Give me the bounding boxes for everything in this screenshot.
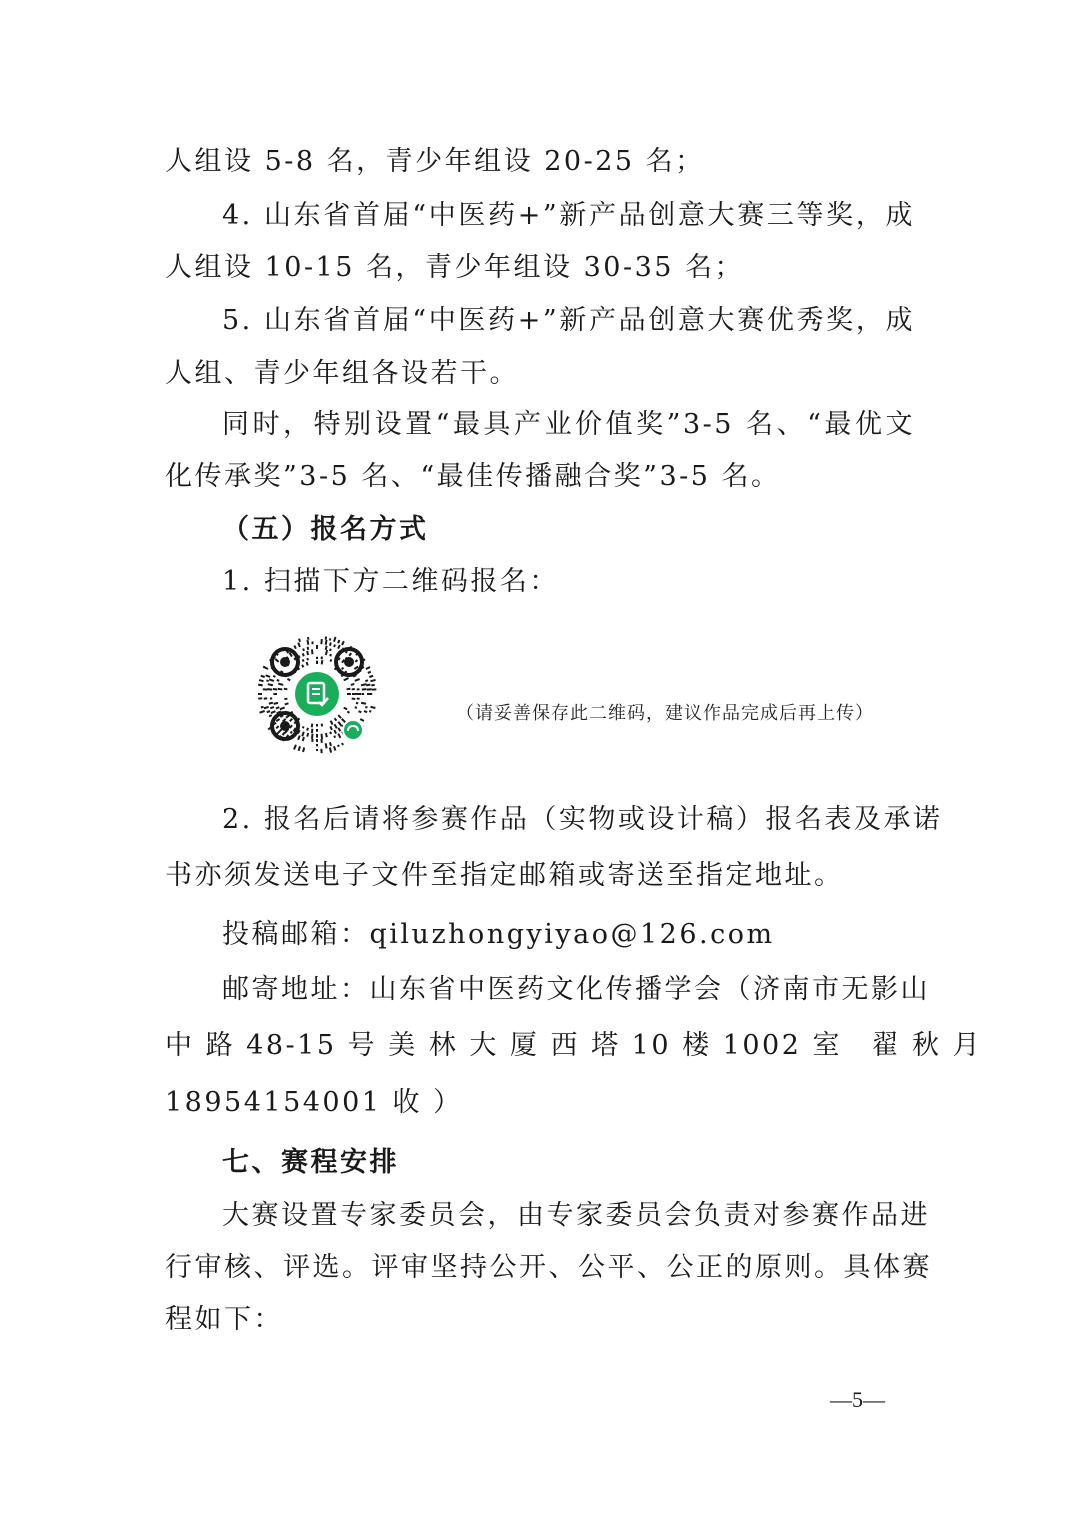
qr-dash — [312, 649, 313, 654]
paragraph-line: 行审核、评选。评审坚持公开、公平、公正的原则。具体赛 — [165, 1252, 932, 1283]
qr-dash — [342, 743, 343, 745]
qr-dash — [276, 707, 279, 708]
paragraph-line: 程如下： — [165, 1304, 283, 1335]
qr-dash — [298, 736, 300, 740]
qr-dash — [294, 646, 295, 649]
qr-dash — [307, 733, 308, 737]
qr-dash — [330, 747, 331, 752]
qr-dash — [261, 707, 264, 708]
qr-dash — [264, 707, 269, 708]
qr-dash — [356, 703, 358, 704]
qr-dash — [259, 680, 263, 681]
qr-dash — [260, 711, 265, 713]
qr-dash — [334, 730, 336, 733]
qr-dash — [335, 718, 337, 720]
paragraph-line: 1. 扫描下方二维码报名： — [222, 566, 559, 597]
qr-dash — [321, 734, 322, 739]
paragraph-line: 书亦须发送电子文件至指定邮箱或寄送至指定地址。 — [165, 860, 844, 891]
qr-dash — [269, 679, 274, 680]
qr-dash — [270, 707, 274, 708]
qr-dash — [277, 680, 279, 681]
qr-dash — [347, 712, 349, 713]
qr-dash — [326, 640, 327, 645]
paragraph-line: 4. 山东省首届“中医药+”新产品创意大赛三等奖，成 — [222, 200, 915, 231]
qr-dash — [354, 667, 358, 669]
qr-dash — [299, 639, 300, 642]
qr-dash — [303, 653, 304, 656]
qr-dash — [368, 672, 371, 673]
qr-dash — [361, 684, 366, 685]
qr-dash — [284, 689, 288, 690]
paragraph-line: 大赛设置专家委员会，由专家委员会负责对参赛作品进 — [222, 1200, 930, 1231]
address-line: 邮寄地址：山东省中医药文化传播学会（济南市无影山 — [222, 974, 930, 1005]
qr-dash — [268, 684, 273, 685]
qr-dash — [308, 647, 309, 650]
qr-dash — [299, 746, 300, 750]
qr-dash — [355, 707, 357, 708]
qr-dash — [370, 707, 375, 708]
qr-dash — [330, 638, 331, 640]
qr-dash — [266, 680, 268, 681]
qr-dash — [330, 742, 331, 746]
qr-dash — [286, 715, 289, 717]
qr-dash — [326, 733, 327, 737]
qr-dash — [330, 659, 331, 661]
qr-dash — [275, 659, 278, 662]
qr-dash — [366, 685, 370, 686]
qr-dash — [276, 719, 279, 721]
qr-dash — [338, 728, 340, 731]
qr-dash — [307, 651, 308, 655]
qr-dash — [342, 660, 344, 663]
qr-dash — [294, 745, 296, 750]
qr-dash — [330, 654, 331, 656]
qr-dash — [274, 703, 278, 704]
qr-dash — [307, 658, 308, 660]
qr-dash — [331, 721, 333, 725]
qr-dash — [271, 711, 276, 713]
qr-dash — [269, 703, 273, 704]
paragraph-line: 5. 山东省首届“中医药+”新产品创意大赛优秀奖，成 — [222, 305, 915, 336]
qr-dash — [303, 648, 304, 650]
qr-dash — [366, 667, 370, 669]
qr-dash — [338, 734, 340, 738]
qr-dash — [326, 650, 327, 655]
qr-dash — [342, 719, 346, 723]
qr-dash — [355, 660, 357, 662]
qr-dash — [278, 689, 282, 690]
qr-dash — [322, 660, 323, 664]
qr-dash — [334, 746, 335, 750]
qr-dash — [371, 685, 374, 686]
qr-dash — [261, 676, 265, 677]
qr-dash — [330, 732, 331, 734]
qr-dash — [326, 743, 327, 748]
qr-dash — [330, 726, 332, 730]
qr-dash — [369, 676, 373, 677]
qr-dash — [307, 640, 308, 645]
qr-dash — [269, 715, 272, 716]
qr-dash — [359, 711, 362, 712]
qr-dash — [267, 711, 270, 712]
qr-dash — [290, 719, 293, 722]
qr-dash — [267, 689, 272, 690]
qr-dash — [290, 725, 292, 728]
qr-dash — [365, 707, 367, 708]
qr-dash — [303, 659, 304, 661]
qr-dash — [303, 747, 304, 752]
qr-dash — [365, 680, 368, 681]
qr-dash — [355, 679, 360, 681]
qr-dash — [330, 649, 331, 651]
qr-note: （请妥善保存此二维码，建议作品完成后再上传） — [456, 703, 874, 724]
qr-dash — [266, 675, 270, 677]
qr-dash — [342, 668, 344, 670]
page-number: —5— — [830, 1387, 885, 1412]
qr-dash — [276, 726, 278, 728]
qr-dash — [338, 715, 341, 718]
qr-dash — [302, 665, 303, 668]
address-line: 18954154001 收 ） — [165, 1087, 463, 1118]
qr-dash — [351, 684, 354, 685]
address-line: 中 路 48-15 号 美 林 大 厦 西 塔 10 楼 1002 室 翟 秋 月 — [165, 1030, 983, 1061]
qr-dash — [360, 719, 364, 721]
qr-dash — [344, 678, 349, 680]
section-heading: （五）报名方式 — [222, 514, 429, 545]
qr-dash — [334, 637, 336, 642]
paragraph-line: 人组设 10-15 名，青少年组设 30-35 名； — [165, 252, 745, 283]
qr-dash — [361, 703, 366, 704]
qr-dash — [307, 662, 308, 665]
qr-dash — [335, 724, 337, 728]
qr-dash — [298, 643, 300, 647]
paragraph-line: 同时，特别设置“最具产业价值奖”3-5 名、“最优文 — [222, 409, 915, 440]
qr-dash — [338, 745, 339, 747]
qr-dash — [326, 646, 327, 650]
qr-dash — [334, 645, 335, 647]
qr-dash — [349, 653, 351, 656]
paragraph-line: 人组设 5-8 名，青少年组设 20-25 名； — [165, 146, 705, 177]
qr-dash — [303, 737, 304, 741]
qr-dash — [258, 685, 263, 686]
qr-dash — [312, 729, 313, 733]
qr-dash — [278, 684, 283, 685]
qr-dash — [338, 640, 339, 643]
qr-code-icon[interactable] — [255, 632, 379, 756]
qr-dash — [280, 707, 285, 709]
qr-dash — [312, 734, 313, 739]
qr-dash — [283, 732, 285, 735]
qr-dash — [291, 731, 292, 733]
qr-dash — [303, 726, 304, 728]
qr-dash — [338, 722, 341, 726]
qr-dash — [278, 729, 282, 733]
qr-dash — [364, 711, 367, 712]
paragraph-line: 2. 报名后请将参赛作品（实物或设计稿）报名表及承诺 — [222, 804, 943, 835]
qr-dash — [273, 676, 275, 677]
qr-dash — [347, 689, 351, 690]
qr-dash — [370, 680, 375, 681]
qr-dash — [307, 728, 308, 731]
qr-dash — [330, 642, 331, 645]
paragraph-line: 化传承奖”3-5 名、“最佳传播融合奖”3-5 名。 — [165, 461, 781, 492]
qr-dash — [342, 641, 344, 645]
email-line: 投稿邮箱：qiluzhongyiyao@126.com — [222, 919, 775, 950]
qr-dash — [285, 703, 289, 704]
qr-dash — [287, 679, 290, 680]
qr-dash — [302, 732, 304, 736]
qr-dash — [369, 711, 371, 712]
qr-dash — [338, 645, 340, 649]
qr-dash — [344, 708, 347, 710]
section-heading: 七、赛程安排 — [222, 1147, 399, 1178]
qr-dash — [334, 736, 335, 738]
qr-dash — [312, 724, 313, 728]
paragraph-line: 人组、青少年组各设若干。 — [165, 358, 519, 389]
qr-code-graphic — [255, 632, 379, 756]
qr-dash — [263, 667, 268, 669]
